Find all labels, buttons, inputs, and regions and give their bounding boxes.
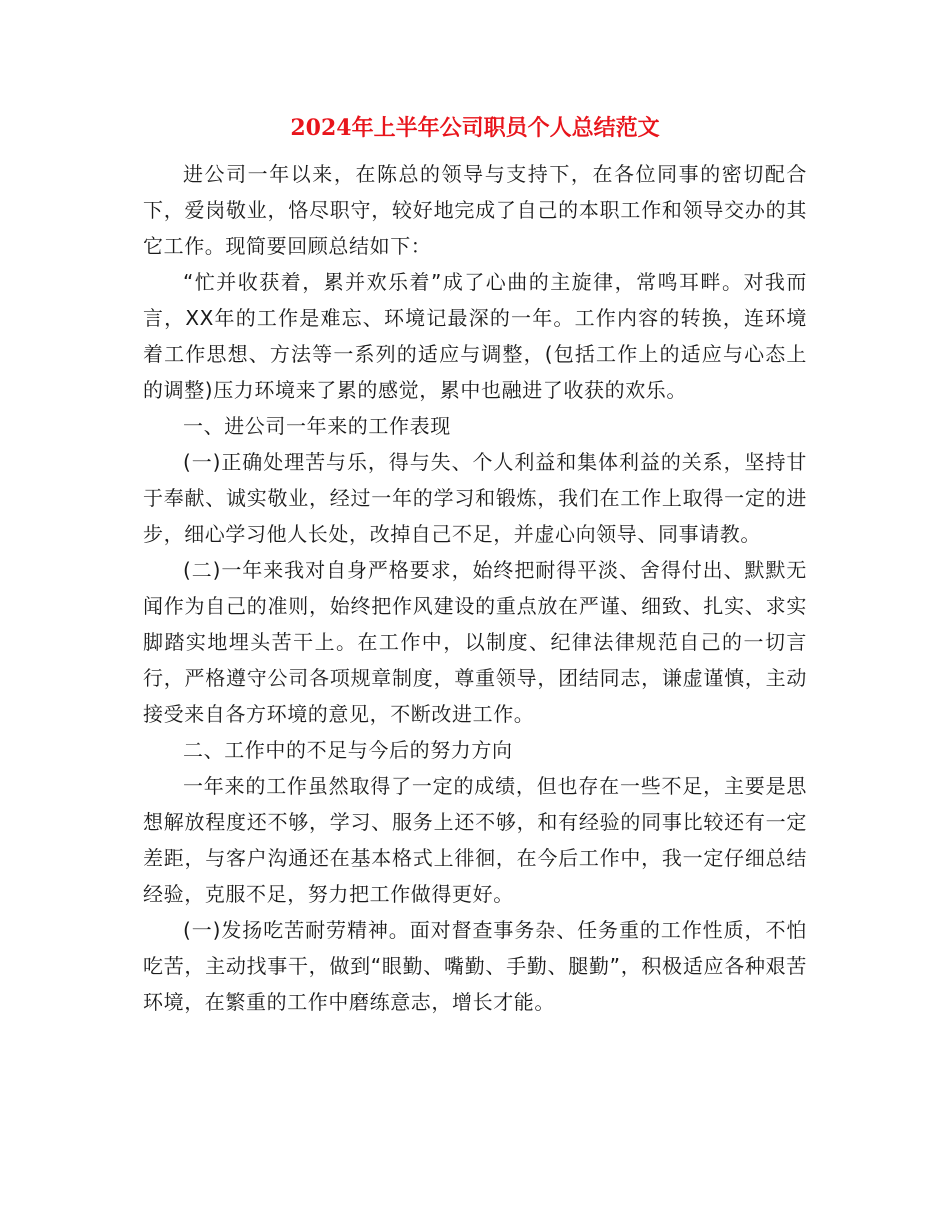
section-heading-2: 二、工作中的不足与今后的努力方向 (183, 738, 513, 762)
paragraph-2-1: (一)发扬吃苦耐劳精神。面对督查事务杂、任务重的工作性质，不怕吃苦，主动找事干，做到“眼勤、嘴勤、手勤、腿勤”，积极适应各种艰苦环境，在繁重的工作中磨练意志，增长才能。 (143, 918, 807, 1014)
paragraph-1-2: (二)一年来我对自身严格要求，始终把耐得平淡、舍得付出、默默无闻作为自己的准则，始终把作风建设的重点放在严谨、细致、扎实、求实脚踏实地埋头苦干上。在工作中，以制度、纪律法律规范自己的一切言行，严格遵守公司各项规章制度，尊重领导，团结同志，谦虚谨慎，主动接受来自各方环境的意见，不断改进工作。 (143, 558, 807, 726)
document-title: 2024年上半年公司职员个人总结范文 (290, 115, 660, 141)
paragraph-motto: “忙并收获着，累并欢乐着”成了心曲的主旋律，常鸣耳畔。对我而言，XX年的工作是难忘、环境记最深的一年。工作内容的转换，连环境着工作思想、方法等一系列的适应与调整，(包括工作上的适应与心态上的调整)压力环境来了累的感觉，累中也融进了收获的欢乐。 (143, 270, 807, 402)
paragraph-1-1: (一)正确处理苦与乐，得与失、个人利益和集体利益的关系，坚持甘于奉献、诚实敬业，经过一年的学习和锻炼，我们在工作上取得一定的进步，细心学习他人长处，改掉自己不足，并虚心向领导、同事请教。 (143, 450, 807, 546)
paragraph-intro: 进公司一年以来，在陈总的领导与支持下，在各位同事的密切配合下，爱岗敬业，恪尽职守，较好地完成了自己的本职工作和领导交办的其它工作。现简要回顾总结如下： (143, 162, 807, 258)
document-body (143, 156, 807, 1020)
section-heading-1: 一、进公司一年来的工作表现 (183, 414, 451, 438)
paragraph-2-intro: 一年来的工作虽然取得了一定的成绩，但也存在一些不足，主要是思想解放程度还不够，学习、服务上还不够，和有经验的同事比较还有一定差距，与客户沟通还在基本格式上徘徊，在今后工作中，我一定仔细总结经验，克服不足，努力把工作做得更好。 (143, 774, 807, 906)
